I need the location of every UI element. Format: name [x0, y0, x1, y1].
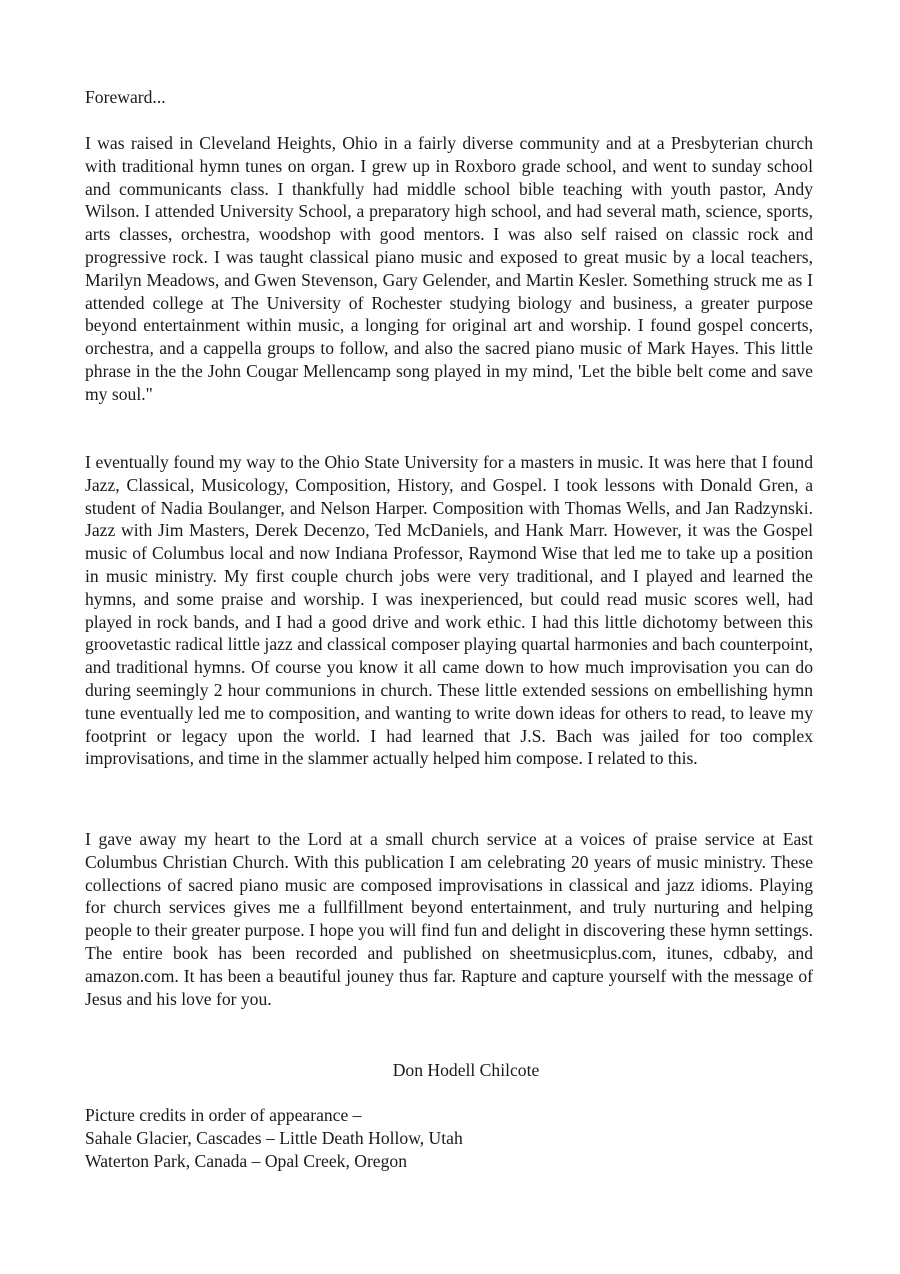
- paragraph-education: I eventually found my way to the Ohio State University for a masters in music. It was here that I found Jazz, Classical, Musicology, Composition, History, and Gospel. I took lessons with Donald Gren, a student of Nadia Boulanger, and Nelson Harper. Composition with Thomas Wells, and Jan Radzynski. Jazz with Jim Masters, Derek Decenzo, Ted McDaniels, and Hank Marr. However, it was the Gospel music of Columbus local and now Indiana Professor, Raymond Wise that led me to take up a position in music ministry. My first couple church jobs were very traditional, and I played and learned the hymns, and some praise and worship. I was inexperienced, but could read music scores well, had played in rock bands, and I had a good drive and work ethic. I had this little dichotomy between this groovetastic radical little jazz and classical composer playing quartal harmonies and bach counterpoint, and traditional hymns. Of course you know it all came down to how much improvisation you can do during seemingly 2 hour communions in church. These little extended sessions on embellishing hymn tune eventually led me to composition, and wanting to write down ideas for others to read, to leave my footprint or legacy upon the world. I had learned that J.S. Bach was jailed for too complex improvisations, and time in the slammer actually helped him compose. I related to this.: [85, 452, 813, 769]
- credit-line: Waterton Park, Canada – Opal Creek, Oregon: [85, 1150, 408, 1171]
- paragraph-ministry: I gave away my heart to the Lord at a small church service at a voices of praise service at East Columbus Christian Church. With this publication I am celebrating 20 years of music ministry. These collections of sacred piano music are composed improvisations in classical and jazz idioms. Playing for church services gives me a fullfillment beyond entertainment, and truly nurturing and helping people to their greater purpose. I hope you will find fun and delight in discovering these hymn settings. The entire book has been recorded and published on sheetmusicplus.com, itunes, cdbaby, and amazon.com. It has been a beautiful jouney thus far. Rapture and capture yourself with the message of Jesus and his love for you.: [85, 829, 813, 1009]
- credit-line: Sahale Glacier, Cascades – Little Death Hollow, Utah: [85, 1127, 463, 1148]
- author-signature: Don Hodell Chilcote: [392, 1060, 540, 1080]
- credits-heading: Picture credits in order of appearance –: [85, 1105, 362, 1125]
- document-heading: Foreward...: [85, 87, 166, 107]
- paragraph-upbringing: I was raised in Cleveland Heights, Ohio in a fairly diverse community and at a Presbyterian church with traditional hymn tunes on organ. I grew up in Roxboro grade school, and went to sunday school and communicants class. I thankfully had middle school bible teaching with youth pastor, Andy Wilson. I attended University School, a preparatory high school, and had several math, science, sports, arts classes, orchestra, woodshop with good mentors. I was also self raised on classic rock and progressive rock. I was taught classical piano music and exposed to great music by a local teachers, Marilyn Meadows, and Gwen Stevenson, Gary Gelender, and Martin Kesler. Something struck me as I attended college at The University of Rochester studying biology and business, a greater purpose beyond entertainment within music, a longing for original art and worship. I found gospel concerts, orchestra, and a cappella groups to follow, and also the sacred piano music of Mark Hayes. This little phrase in the the John Cougar Mellencamp song played in my mind, 'Let the bible belt come and save my soul.": [85, 133, 813, 404]
- picture-credits: [85, 1104, 813, 1172]
